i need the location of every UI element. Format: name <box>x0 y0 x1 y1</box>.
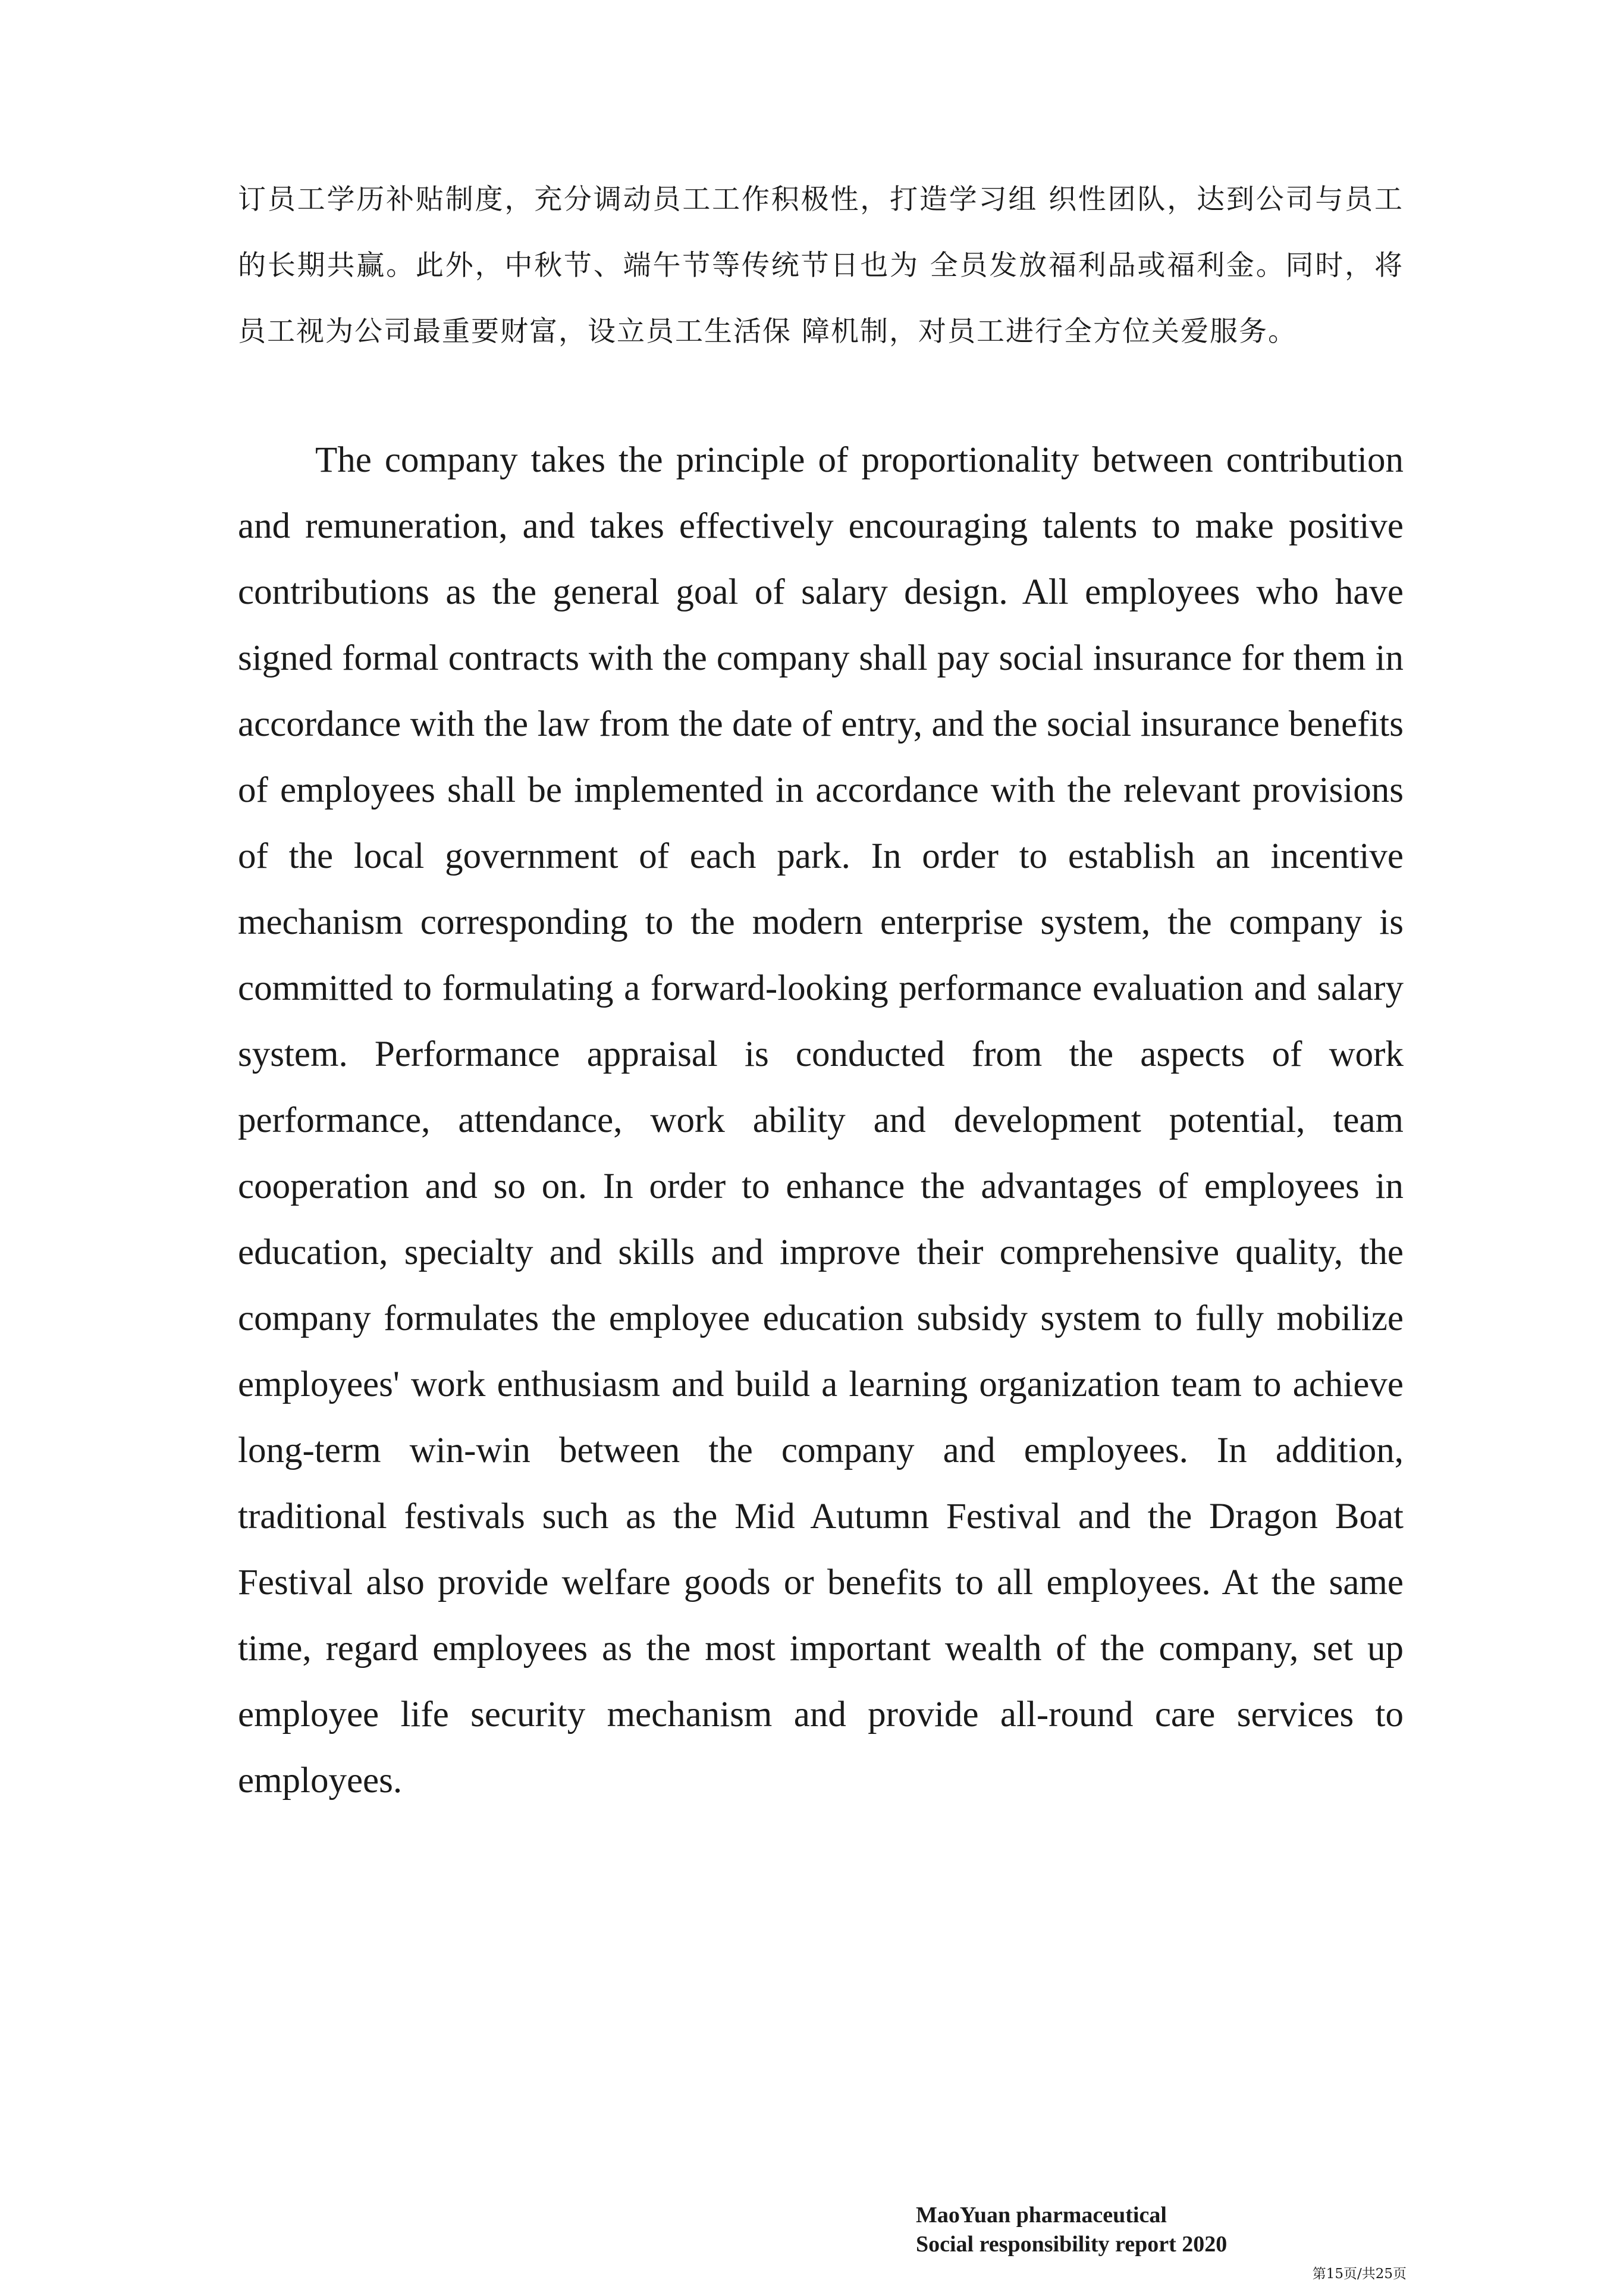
chinese-paragraph: 订员工学历补贴制度，充分调动员工工作积极性，打造学习组 织性团队，达到公司与员工的长期共赢。此外，中秋节、端午节等传统节日也为 全员发放福利品或福利金。同时，将员工视为公司最重要财富，设立员工生活保 障机制，对员工进行全方位关爱服务。 <box>238 183 1404 348</box>
footer-company-line: MaoYuan pharmaceutical <box>916 2203 1167 2228</box>
footer-brand <box>916 2201 1332 2259</box>
page-number: 第15页/共25页 <box>1312 2266 1407 2282</box>
footer-report-line: Social responsibility report 2020 <box>916 2232 1228 2257</box>
english-paragraph: The company takes the principle of proportionality between contribution and remuneration, and takes effectively encouraging talents to make positive contributions as the general goal of salary design. All employees who have signed formal contracts with the company shall pay social insurance for them in accordance with the law from the date of entry, and the social insurance benefits of employees shall be implemented in accordance with the relevant provisions of the local government of each park. In order to establish an incentive mechanism corresponding to the modern enterprise system, the company is committed to formulating a forward-looking performance evaluation and salary system. Performance appraisal is conducted from the aspects of work performance, attendance, work ability and development potential, team cooperation and so on. In order to enhance the advantages of employees in education, specialty and skills and improve their comprehensive quality, the company formulates the employee education subsidy system to fully mobilize employees' work enthusiasm and build a learning organization team to achieve long-term win-win between the company and employees. In addition, traditional festivals such as the Mid Autumn Festival and the Dragon Boat Festival also provide welfare goods or benefits to all employees. At the same time, regard employees as the most important wealth of the company, set up employee life security mechanism and provide all-round care services to employees. <box>238 440 1404 1801</box>
